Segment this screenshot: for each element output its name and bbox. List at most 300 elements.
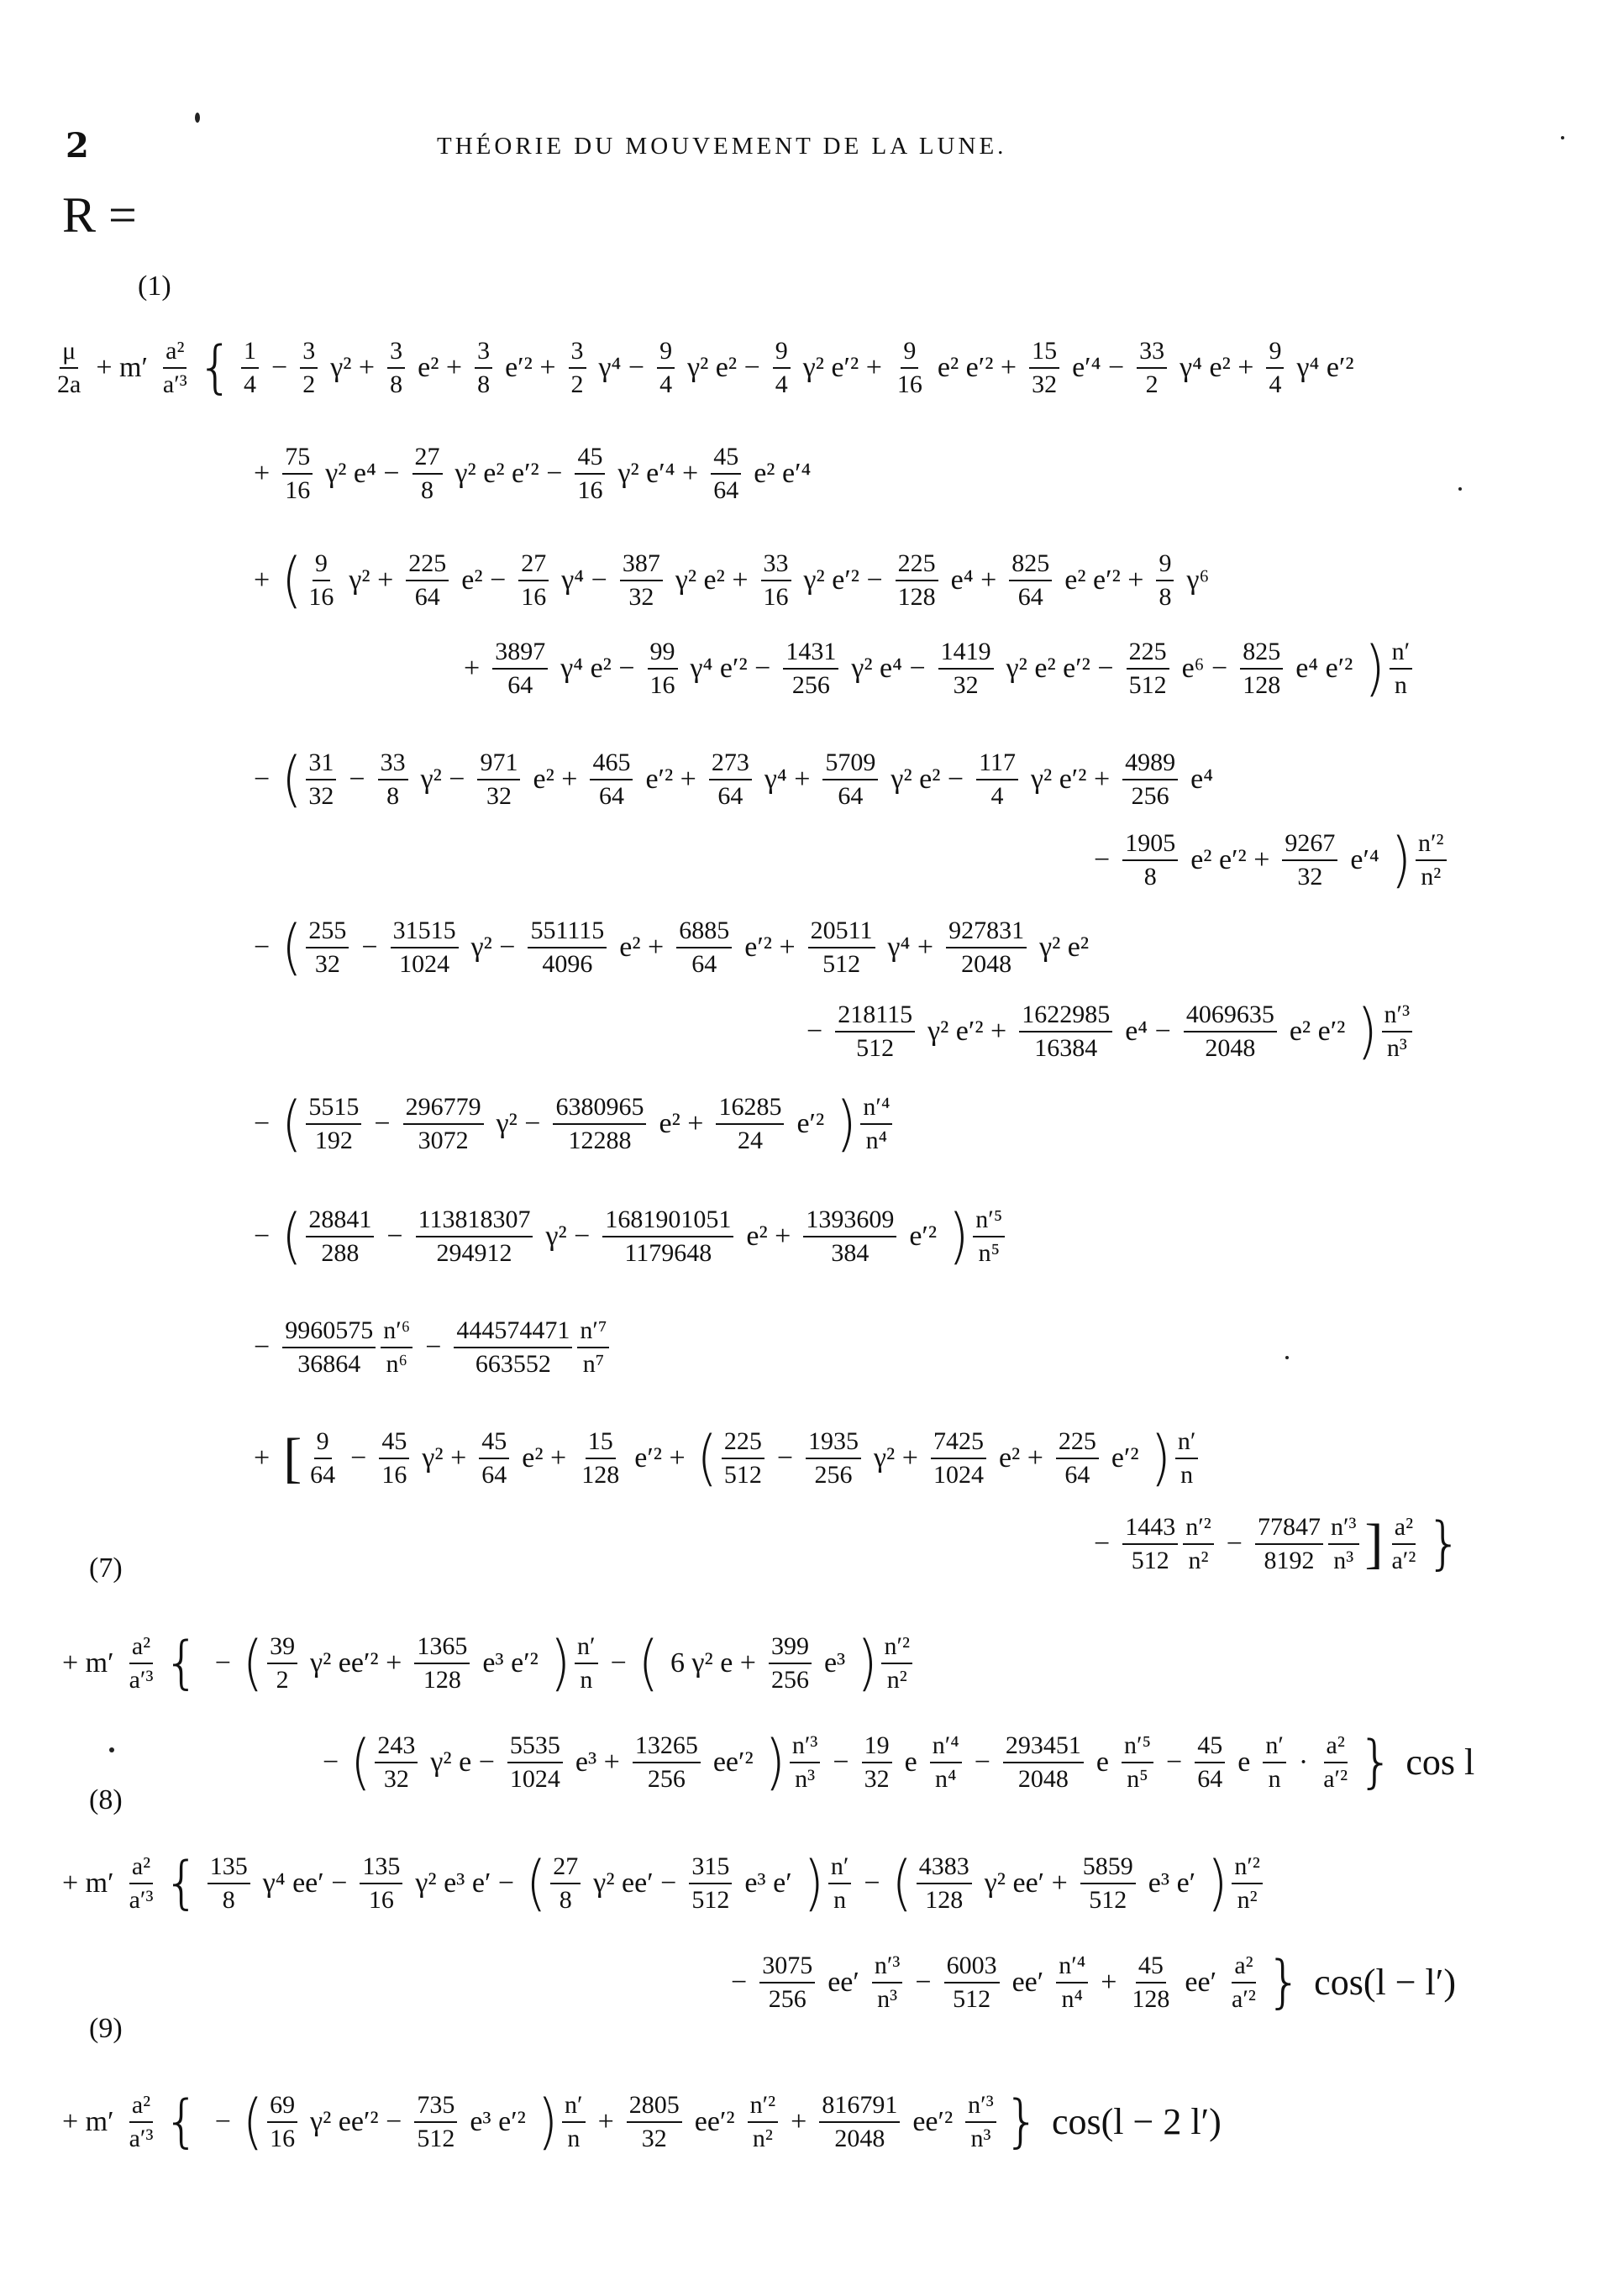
term: − xyxy=(214,1647,231,1679)
term: ee′ xyxy=(1011,1966,1044,1998)
parenthesis: ( xyxy=(638,1626,659,1698)
fraction xyxy=(1328,1514,1359,1574)
fraction-denominator: 16 xyxy=(763,582,789,611)
bracket: [ xyxy=(283,1426,302,1489)
fraction-denominator: 4 xyxy=(244,370,257,398)
fraction-numerator: 45 xyxy=(1136,1952,1166,1983)
fraction-denominator: 32 xyxy=(953,670,979,699)
term: + xyxy=(1101,1966,1117,1998)
fraction-denominator: 128 xyxy=(925,1885,964,1914)
term: e² + xyxy=(619,931,665,963)
term-label-9: (9) xyxy=(89,2013,123,2044)
fraction xyxy=(1389,1514,1418,1574)
formula-line xyxy=(244,1200,1007,1271)
fraction-numerator: 5709 xyxy=(822,749,878,780)
fraction xyxy=(633,1732,701,1792)
fraction-denominator: 64 xyxy=(717,781,743,810)
fraction xyxy=(507,1732,563,1792)
term-label-8: (8) xyxy=(89,1784,123,1815)
fraction xyxy=(930,1732,962,1792)
fraction xyxy=(931,1428,986,1488)
fraction xyxy=(416,1206,533,1266)
fraction-numerator: n′ xyxy=(1263,1732,1286,1763)
fraction-denominator: 512 xyxy=(822,949,861,978)
fraction-numerator: 39 xyxy=(267,1633,297,1664)
fraction-numerator: 6885 xyxy=(676,917,732,948)
fraction xyxy=(528,917,607,977)
fraction-numerator: 9 xyxy=(657,338,675,369)
fraction-denominator: 36864 xyxy=(297,1349,361,1378)
formula-line xyxy=(244,911,1099,982)
term: − xyxy=(915,1966,932,1998)
fraction-numerator: 4989 xyxy=(1122,749,1178,780)
formula-line xyxy=(244,544,1219,615)
fraction-denominator: 4 xyxy=(659,370,673,398)
fraction-numerator: 825 xyxy=(1009,550,1052,581)
fraction-numerator: 15 xyxy=(1029,338,1059,369)
fraction-denominator: n xyxy=(1394,670,1407,699)
term: − xyxy=(386,1220,403,1252)
fraction-denominator: 32 xyxy=(1297,862,1323,891)
parenthesis: ( xyxy=(350,1726,371,1797)
fraction-numerator: 4383 xyxy=(917,1853,972,1884)
bracket: ] xyxy=(1364,1512,1384,1574)
fraction-denominator: 128 xyxy=(897,582,936,611)
fraction-numerator: 5515 xyxy=(306,1094,361,1125)
fraction-denominator: a′³ xyxy=(129,1885,154,1914)
fraction-denominator: 2a xyxy=(57,370,81,398)
fraction xyxy=(1240,638,1283,698)
fraction-denominator: n² xyxy=(752,2124,773,2152)
term: γ² e′⁴ + xyxy=(617,457,699,489)
fraction-numerator: 273 xyxy=(709,749,752,780)
fraction-denominator: 16 xyxy=(577,475,603,504)
fraction xyxy=(711,444,741,503)
fraction-numerator: n′ xyxy=(1175,1428,1199,1459)
term: − xyxy=(731,1966,748,1998)
fraction-denominator: 16 xyxy=(285,475,311,504)
fraction-numerator: n′ xyxy=(828,1853,852,1884)
fraction-numerator: 33 xyxy=(761,550,791,581)
fraction-denominator: 1024 xyxy=(933,1460,984,1489)
fraction-numerator: 1431 xyxy=(783,638,838,670)
fraction-numerator: 5535 xyxy=(507,1732,563,1763)
term: ee′² xyxy=(712,1746,754,1778)
fraction-numerator: n′³ xyxy=(1328,1514,1359,1545)
fraction xyxy=(1266,338,1284,397)
term: − xyxy=(271,351,288,383)
fraction-numerator: 816791 xyxy=(819,2092,900,2123)
fraction xyxy=(1229,1952,1258,2012)
fraction xyxy=(414,1633,470,1693)
fraction xyxy=(761,550,791,610)
parenthesis: ) xyxy=(1364,632,1385,703)
fraction-numerator: 3897 xyxy=(492,638,548,670)
term: − xyxy=(1094,1527,1111,1559)
fraction-denominator: 16 xyxy=(896,370,922,398)
term: γ² e′² + xyxy=(802,351,882,383)
fraction-numerator: 2805 xyxy=(627,2092,682,2123)
term: + m′ xyxy=(62,1867,114,1899)
fraction xyxy=(896,550,938,610)
fraction-numerator: n′ xyxy=(1390,638,1413,670)
fraction xyxy=(627,2092,682,2152)
fraction-denominator: n³ xyxy=(970,2124,991,2152)
fraction-denominator: 64 xyxy=(598,781,624,810)
fraction xyxy=(657,338,675,397)
fraction-denominator: n⁶ xyxy=(386,1349,407,1378)
fraction-denominator: a′³ xyxy=(162,370,187,398)
brace: { xyxy=(197,334,234,401)
fraction-denominator: 256 xyxy=(1131,781,1169,810)
term: + xyxy=(254,1442,271,1474)
fraction-numerator: 225 xyxy=(896,550,938,581)
fraction-denominator: n xyxy=(567,2124,581,2152)
fraction-denominator: 512 xyxy=(723,1460,762,1489)
fraction-numerator: 1 xyxy=(241,338,259,369)
fraction-denominator: 1179648 xyxy=(624,1238,712,1267)
fraction-denominator: 8 xyxy=(390,370,403,398)
fraction-numerator: 31 xyxy=(306,749,336,780)
term: e² e′² + xyxy=(1064,564,1144,596)
fraction-denominator: 16 xyxy=(381,1460,407,1489)
fraction-denominator: 32 xyxy=(486,781,512,810)
page-number: 2 xyxy=(66,126,89,166)
term: − xyxy=(1166,1746,1183,1778)
fraction-denominator: 1024 xyxy=(399,949,450,978)
fraction-numerator: 69 xyxy=(267,2092,297,2123)
fraction-denominator: 8 xyxy=(1143,862,1157,891)
term: e² + xyxy=(659,1107,704,1139)
fraction xyxy=(946,917,1027,977)
fraction xyxy=(648,638,678,698)
fraction xyxy=(267,1633,297,1693)
fraction-denominator: 512 xyxy=(953,1984,991,2013)
fraction-numerator: 225 xyxy=(1056,1428,1099,1459)
term: e² e′² xyxy=(1289,1015,1346,1047)
fraction xyxy=(1321,1732,1350,1792)
fraction xyxy=(808,917,875,977)
fraction-denominator: 3072 xyxy=(418,1126,469,1154)
fraction xyxy=(577,1317,609,1377)
fraction xyxy=(806,1428,861,1488)
fraction-denominator: 8 xyxy=(222,1885,235,1914)
fraction-denominator: 8 xyxy=(559,1885,572,1914)
fraction xyxy=(976,749,1018,809)
term: γ² − xyxy=(545,1220,591,1252)
fraction-numerator: n′³ xyxy=(790,1732,821,1763)
fraction-numerator: 27 xyxy=(412,444,443,475)
term: γ⁴ − xyxy=(561,564,607,596)
fraction-denominator: a′³ xyxy=(129,1665,154,1694)
fraction-denominator: 512 xyxy=(417,2124,455,2152)
fraction-numerator: 9 xyxy=(1266,338,1284,369)
fraction-numerator: 399 xyxy=(769,1633,812,1664)
fraction xyxy=(569,338,586,397)
fraction-numerator: a² xyxy=(1232,1952,1255,1983)
fraction-denominator: 64 xyxy=(414,582,440,611)
fraction-numerator: 3075 xyxy=(759,1952,815,1983)
fraction-numerator: 3 xyxy=(300,338,318,369)
fraction-denominator: 16384 xyxy=(1034,1033,1098,1062)
fraction-denominator: 512 xyxy=(1089,1885,1127,1914)
fraction xyxy=(895,338,925,397)
brace: { xyxy=(163,1629,200,1696)
term: 6 γ² e + xyxy=(670,1647,756,1679)
term: e′² xyxy=(796,1107,825,1139)
term: γ⁴ ee′ − xyxy=(262,1867,348,1899)
term: γ² e⁴ − xyxy=(325,457,400,489)
fraction xyxy=(553,1094,646,1153)
fraction xyxy=(872,1952,903,2012)
fraction xyxy=(862,1732,892,1792)
parenthesis: ) xyxy=(1207,1847,1228,1918)
fraction-numerator: 45 xyxy=(379,1428,409,1459)
fraction xyxy=(689,1853,732,1913)
term: − xyxy=(254,1331,271,1363)
term: − xyxy=(374,1107,391,1139)
fraction-denominator: n⁴ xyxy=(934,1764,957,1793)
fraction-denominator: 16 xyxy=(368,1885,394,1914)
fraction-numerator: 33 xyxy=(378,749,408,780)
fraction xyxy=(375,1732,418,1792)
term: γ⁴ e′² xyxy=(1296,351,1354,383)
fraction xyxy=(1416,830,1447,890)
fraction-numerator: 28841 xyxy=(306,1206,374,1237)
fraction xyxy=(403,1094,484,1153)
term: − xyxy=(610,1647,627,1679)
fraction-numerator: 551115 xyxy=(528,917,607,948)
term: γ⁴ e′² − xyxy=(690,652,771,684)
fraction xyxy=(790,1732,821,1792)
fraction xyxy=(1080,1853,1136,1913)
fraction xyxy=(1009,550,1052,610)
fraction-numerator: 9 xyxy=(313,550,330,581)
fraction-numerator: 20511 xyxy=(808,917,875,948)
fraction xyxy=(1056,1952,1088,2012)
fraction-numerator: 225 xyxy=(406,550,449,581)
fraction xyxy=(414,2092,457,2152)
fraction xyxy=(828,1853,852,1913)
term: e² + xyxy=(746,1220,791,1252)
fraction-numerator: a² xyxy=(1324,1732,1348,1763)
fraction-numerator: a² xyxy=(163,338,187,369)
fraction-denominator: 512 xyxy=(1131,1546,1169,1574)
fraction xyxy=(379,1428,409,1488)
fraction-numerator: 465 xyxy=(590,749,633,780)
fraction-numerator: 15 xyxy=(586,1428,616,1459)
fraction-numerator: 135 xyxy=(208,1853,250,1884)
fraction-numerator: 296779 xyxy=(403,1094,484,1125)
fraction xyxy=(1382,1001,1413,1061)
fraction-numerator: 9267 xyxy=(1282,830,1337,861)
fraction-numerator: 16285 xyxy=(716,1094,784,1125)
parenthesis: ( xyxy=(242,2085,264,2157)
fraction-numerator: a² xyxy=(1392,1514,1416,1545)
term: γ² e² − xyxy=(891,763,964,795)
fraction xyxy=(1156,550,1174,610)
fraction xyxy=(917,1853,972,1913)
term: − xyxy=(974,1746,990,1778)
fraction xyxy=(676,917,732,977)
fraction-denominator: 32 xyxy=(314,949,340,978)
fraction xyxy=(306,917,349,977)
fraction xyxy=(1175,1428,1199,1488)
term: e⁴ e′² xyxy=(1295,652,1353,684)
fraction xyxy=(1019,1001,1112,1061)
fraction xyxy=(1184,1001,1277,1061)
term: γ² e² + xyxy=(675,564,749,596)
term: γ² + xyxy=(422,1442,467,1474)
fraction xyxy=(590,749,633,809)
fraction-numerator: 255 xyxy=(306,917,349,948)
fraction-denominator: 128 xyxy=(1132,1984,1170,2013)
parenthesis: ( xyxy=(281,1200,302,1271)
term: + m′ xyxy=(62,1647,114,1679)
term: + xyxy=(464,652,481,684)
parenthesis: ) xyxy=(1357,995,1378,1066)
term: γ⁴ − xyxy=(598,351,645,383)
fraction-numerator: 3 xyxy=(569,338,586,369)
term: γ² e² − xyxy=(687,351,760,383)
fraction-numerator: 9 xyxy=(901,338,918,369)
fraction-numerator: 1905 xyxy=(1122,830,1178,861)
fraction-numerator: 19 xyxy=(862,1732,892,1763)
fraction-denominator: 8 xyxy=(421,475,434,504)
fraction-denominator: n⁴ xyxy=(865,1126,888,1154)
fraction-denominator: 8 xyxy=(477,370,491,398)
term: γ² e − xyxy=(430,1746,495,1778)
fraction-numerator: n′ xyxy=(575,1633,598,1664)
fraction-numerator: 9 xyxy=(314,1428,332,1459)
parenthesis: ( xyxy=(242,1626,264,1698)
fraction-denominator: 294912 xyxy=(436,1238,512,1267)
fraction-numerator: 971 xyxy=(477,749,520,780)
fraction-denominator: n⁵ xyxy=(978,1238,1001,1267)
fraction xyxy=(1137,338,1167,397)
running-title: THÉORIE DU MOUVEMENT DE LA LUNE. xyxy=(437,133,1007,160)
fraction xyxy=(1129,1952,1172,2012)
fraction xyxy=(127,1633,156,1693)
term: e² e′² + xyxy=(937,351,1017,383)
parenthesis: ) xyxy=(857,1626,878,1698)
term: e′⁴ − xyxy=(1072,351,1125,383)
term: − xyxy=(361,931,378,963)
fraction xyxy=(492,638,548,698)
term: γ² ee′ − xyxy=(593,1867,677,1899)
fraction-denominator: 8 xyxy=(386,781,400,810)
formula-line xyxy=(721,1948,1457,2015)
fraction-denominator: 32 xyxy=(1032,370,1058,398)
fraction-numerator: n′² xyxy=(748,2092,779,2123)
fraction-numerator: 1443 xyxy=(1122,1514,1178,1545)
fraction-denominator: 128 xyxy=(423,1665,461,1694)
parenthesis: ) xyxy=(537,2085,559,2157)
fraction-denominator: 16 xyxy=(649,670,675,699)
fraction-denominator: 12288 xyxy=(568,1126,632,1154)
term: e′² + xyxy=(634,1442,686,1474)
term: e³ e′² xyxy=(482,1647,539,1679)
fraction-numerator: a² xyxy=(129,1853,153,1884)
fraction-numerator: n′ xyxy=(562,2092,586,2123)
fraction-numerator: 9 xyxy=(1156,550,1174,581)
fraction-denominator: 32 xyxy=(383,1764,409,1793)
fraction xyxy=(406,550,449,610)
fraction-numerator: 6380965 xyxy=(553,1094,646,1125)
fraction-numerator: n′⁴ xyxy=(1056,1952,1088,1983)
term: + m′ xyxy=(62,2105,114,2137)
brace: { xyxy=(163,1849,200,1916)
fraction-denominator: n⁷ xyxy=(582,1349,605,1378)
term: e² + xyxy=(533,763,578,795)
fraction xyxy=(783,638,838,698)
term: γ² ee′² − xyxy=(310,2105,402,2137)
fraction-numerator: n′³ xyxy=(1382,1001,1413,1032)
fraction-denominator: n⁴ xyxy=(1061,1984,1083,2013)
fraction-denominator: n⁵ xyxy=(1127,1764,1148,1793)
term: γ⁴ + xyxy=(887,931,934,963)
fraction xyxy=(307,1428,338,1488)
fraction xyxy=(1122,1732,1153,1792)
fraction-numerator: 1935 xyxy=(806,1428,861,1459)
term: γ² e² e′² − xyxy=(454,457,563,489)
fraction-denominator: 256 xyxy=(791,670,830,699)
term: e′⁴ xyxy=(1350,843,1379,875)
print-speck xyxy=(1561,136,1564,139)
fraction xyxy=(306,1094,361,1153)
fraction xyxy=(822,749,878,809)
fraction-denominator: 2048 xyxy=(834,2124,885,2152)
fraction xyxy=(381,1317,412,1377)
fraction-denominator: 2 xyxy=(302,370,316,398)
fraction-numerator: n′⁵ xyxy=(973,1206,1005,1237)
print-speck xyxy=(1458,487,1462,491)
trig-argument: cos(l − 2 l′) xyxy=(1051,2100,1222,2142)
term: + xyxy=(254,457,271,489)
fraction-denominator: 4096 xyxy=(542,949,593,978)
fraction-denominator: 512 xyxy=(856,1033,895,1062)
formula-line xyxy=(796,995,1415,1066)
fraction xyxy=(722,1428,764,1488)
fraction-numerator: 9 xyxy=(773,338,791,369)
term: γ⁴ + xyxy=(764,763,811,795)
term: γ² ee′² + xyxy=(310,1647,402,1679)
fraction-numerator: 1681901051 xyxy=(602,1206,733,1237)
term: γ⁶ xyxy=(1186,564,1210,596)
brace: } xyxy=(1358,1728,1395,1795)
term: γ² e⁴ − xyxy=(851,652,926,684)
fraction-denominator: 32 xyxy=(308,781,334,810)
term: γ² + xyxy=(330,351,376,383)
term: e³ e′ xyxy=(744,1867,792,1899)
term: − xyxy=(254,1220,271,1252)
fraction-denominator: a′² xyxy=(1323,1764,1348,1793)
parenthesis: ) xyxy=(549,1626,571,1698)
fraction-denominator: 192 xyxy=(314,1126,353,1154)
fraction-denominator: 4 xyxy=(990,781,1004,810)
fraction xyxy=(773,338,791,397)
fraction-numerator: 315 xyxy=(689,1853,732,1884)
term: e² e′² + xyxy=(1190,843,1270,875)
term: e xyxy=(1237,1746,1251,1778)
fraction xyxy=(378,749,408,809)
fraction xyxy=(300,338,318,397)
trig-argument: cos l xyxy=(1405,1741,1475,1783)
parenthesis: ( xyxy=(281,544,302,615)
fraction xyxy=(944,1952,1000,2012)
fraction-denominator: a′² xyxy=(1232,1984,1256,2013)
fraction xyxy=(575,444,605,503)
